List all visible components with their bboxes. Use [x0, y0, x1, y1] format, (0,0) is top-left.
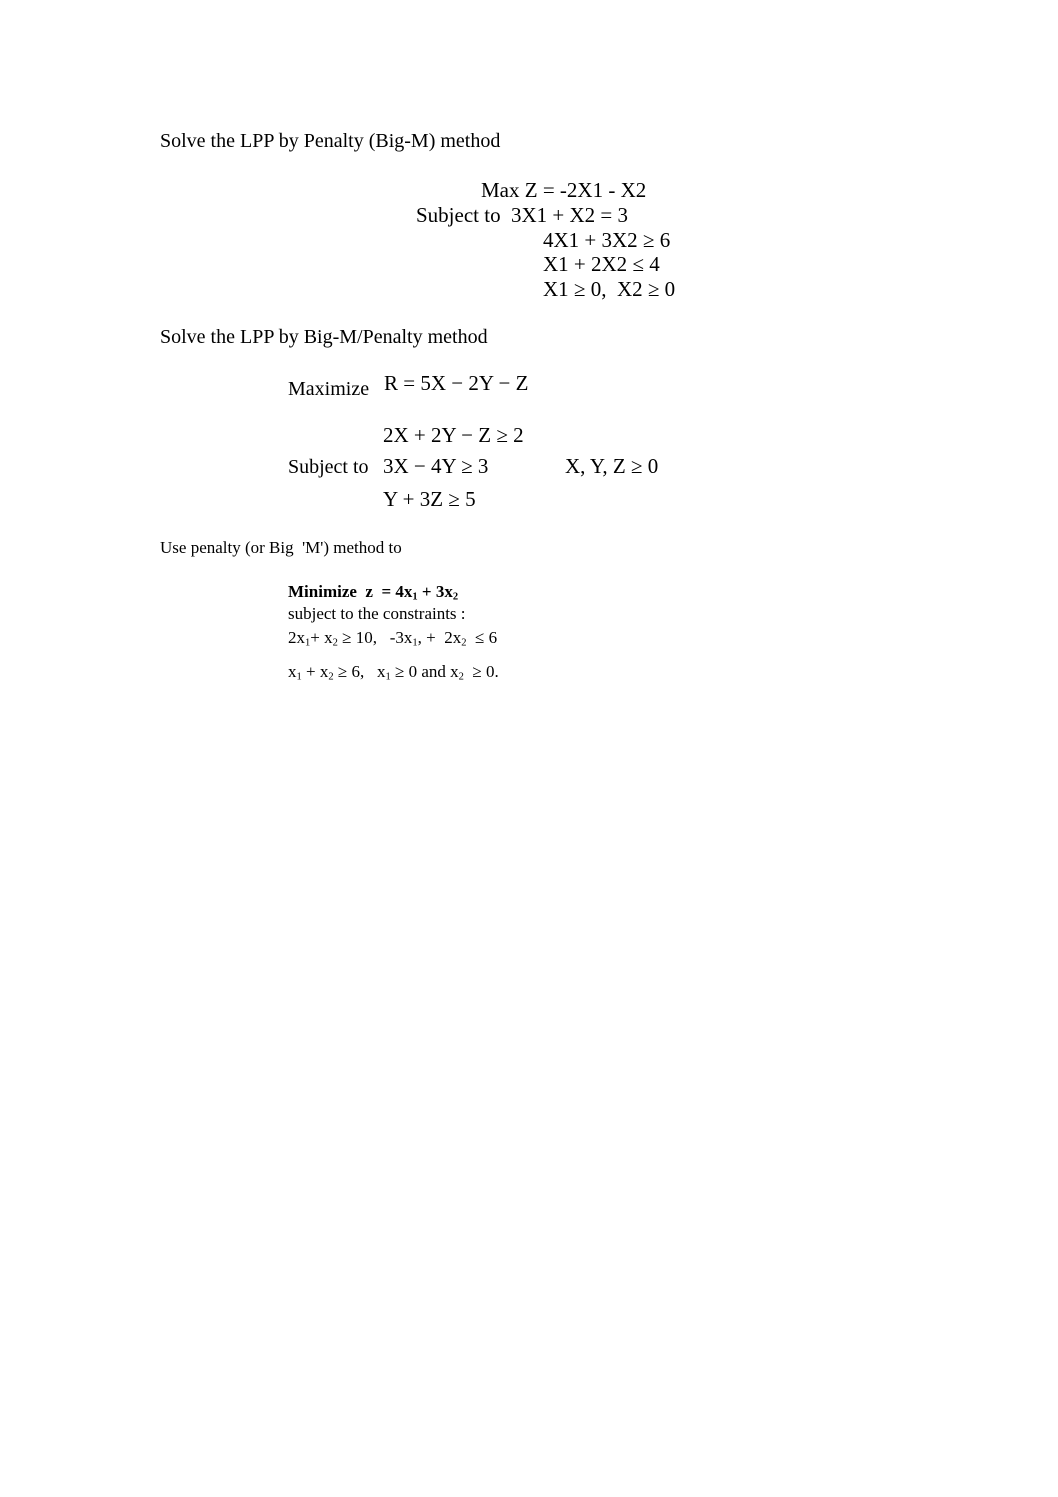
problem3-subject-line: subject to the constraints : — [288, 604, 466, 623]
problem2-constraint: Y + 3Z ≥ 5 — [383, 487, 476, 511]
problem2-nonnegativity: X, Y, Z ≥ 0 — [565, 454, 659, 478]
problem3-heading: Use penalty (or Big 'M') method to — [160, 538, 402, 557]
problem2-heading: Solve the LPP by Big-M/Penalty method — [160, 326, 488, 348]
problem3-constraint-2: $x_1 + x_2 \ge 6$, $x_1 \ge 0$ and $x_2 \ge 0$. — [288, 662, 499, 683]
problem2-constraint: 3X − 4Y ≥ 3 — [383, 454, 489, 478]
problem2-objective-label: Maximize — [288, 378, 370, 400]
problem1-constraint: 3X1 + X2 = 3 — [511, 203, 629, 227]
problem3-objective-label: Minimize — [288, 582, 357, 601]
problem2-constraint: 2X + 2Y − Z ≥ 2 — [383, 423, 524, 447]
problem1-constraint: X1 ≥ 0, X2 ≥ 0 — [543, 277, 676, 301]
problem1-objective: Max Z = -2X1 - X2 — [481, 178, 647, 202]
problem3-objective: Minimize $z = 4x_1 + 3x_2$ — [288, 582, 459, 603]
problem3-constraint-1: $2x_1+ x_2 \ge 10$, $-3x_1$, + $2x_2 \le 6$ — [288, 628, 498, 649]
problem1-constraint: 4X1 + 3X2 ≥ 6 — [543, 228, 671, 252]
problem2-subject-label: Subject to — [288, 456, 369, 478]
problem2-objective: R = 5X − 2Y − Z — [384, 371, 529, 395]
problem1-heading: Solve the LPP by Penalty (Big-M) method — [160, 130, 501, 152]
problem1-subject-label: Subject to — [416, 203, 501, 227]
problem1-constraint: X1 + 2X2 ≤ 4 — [543, 252, 660, 276]
